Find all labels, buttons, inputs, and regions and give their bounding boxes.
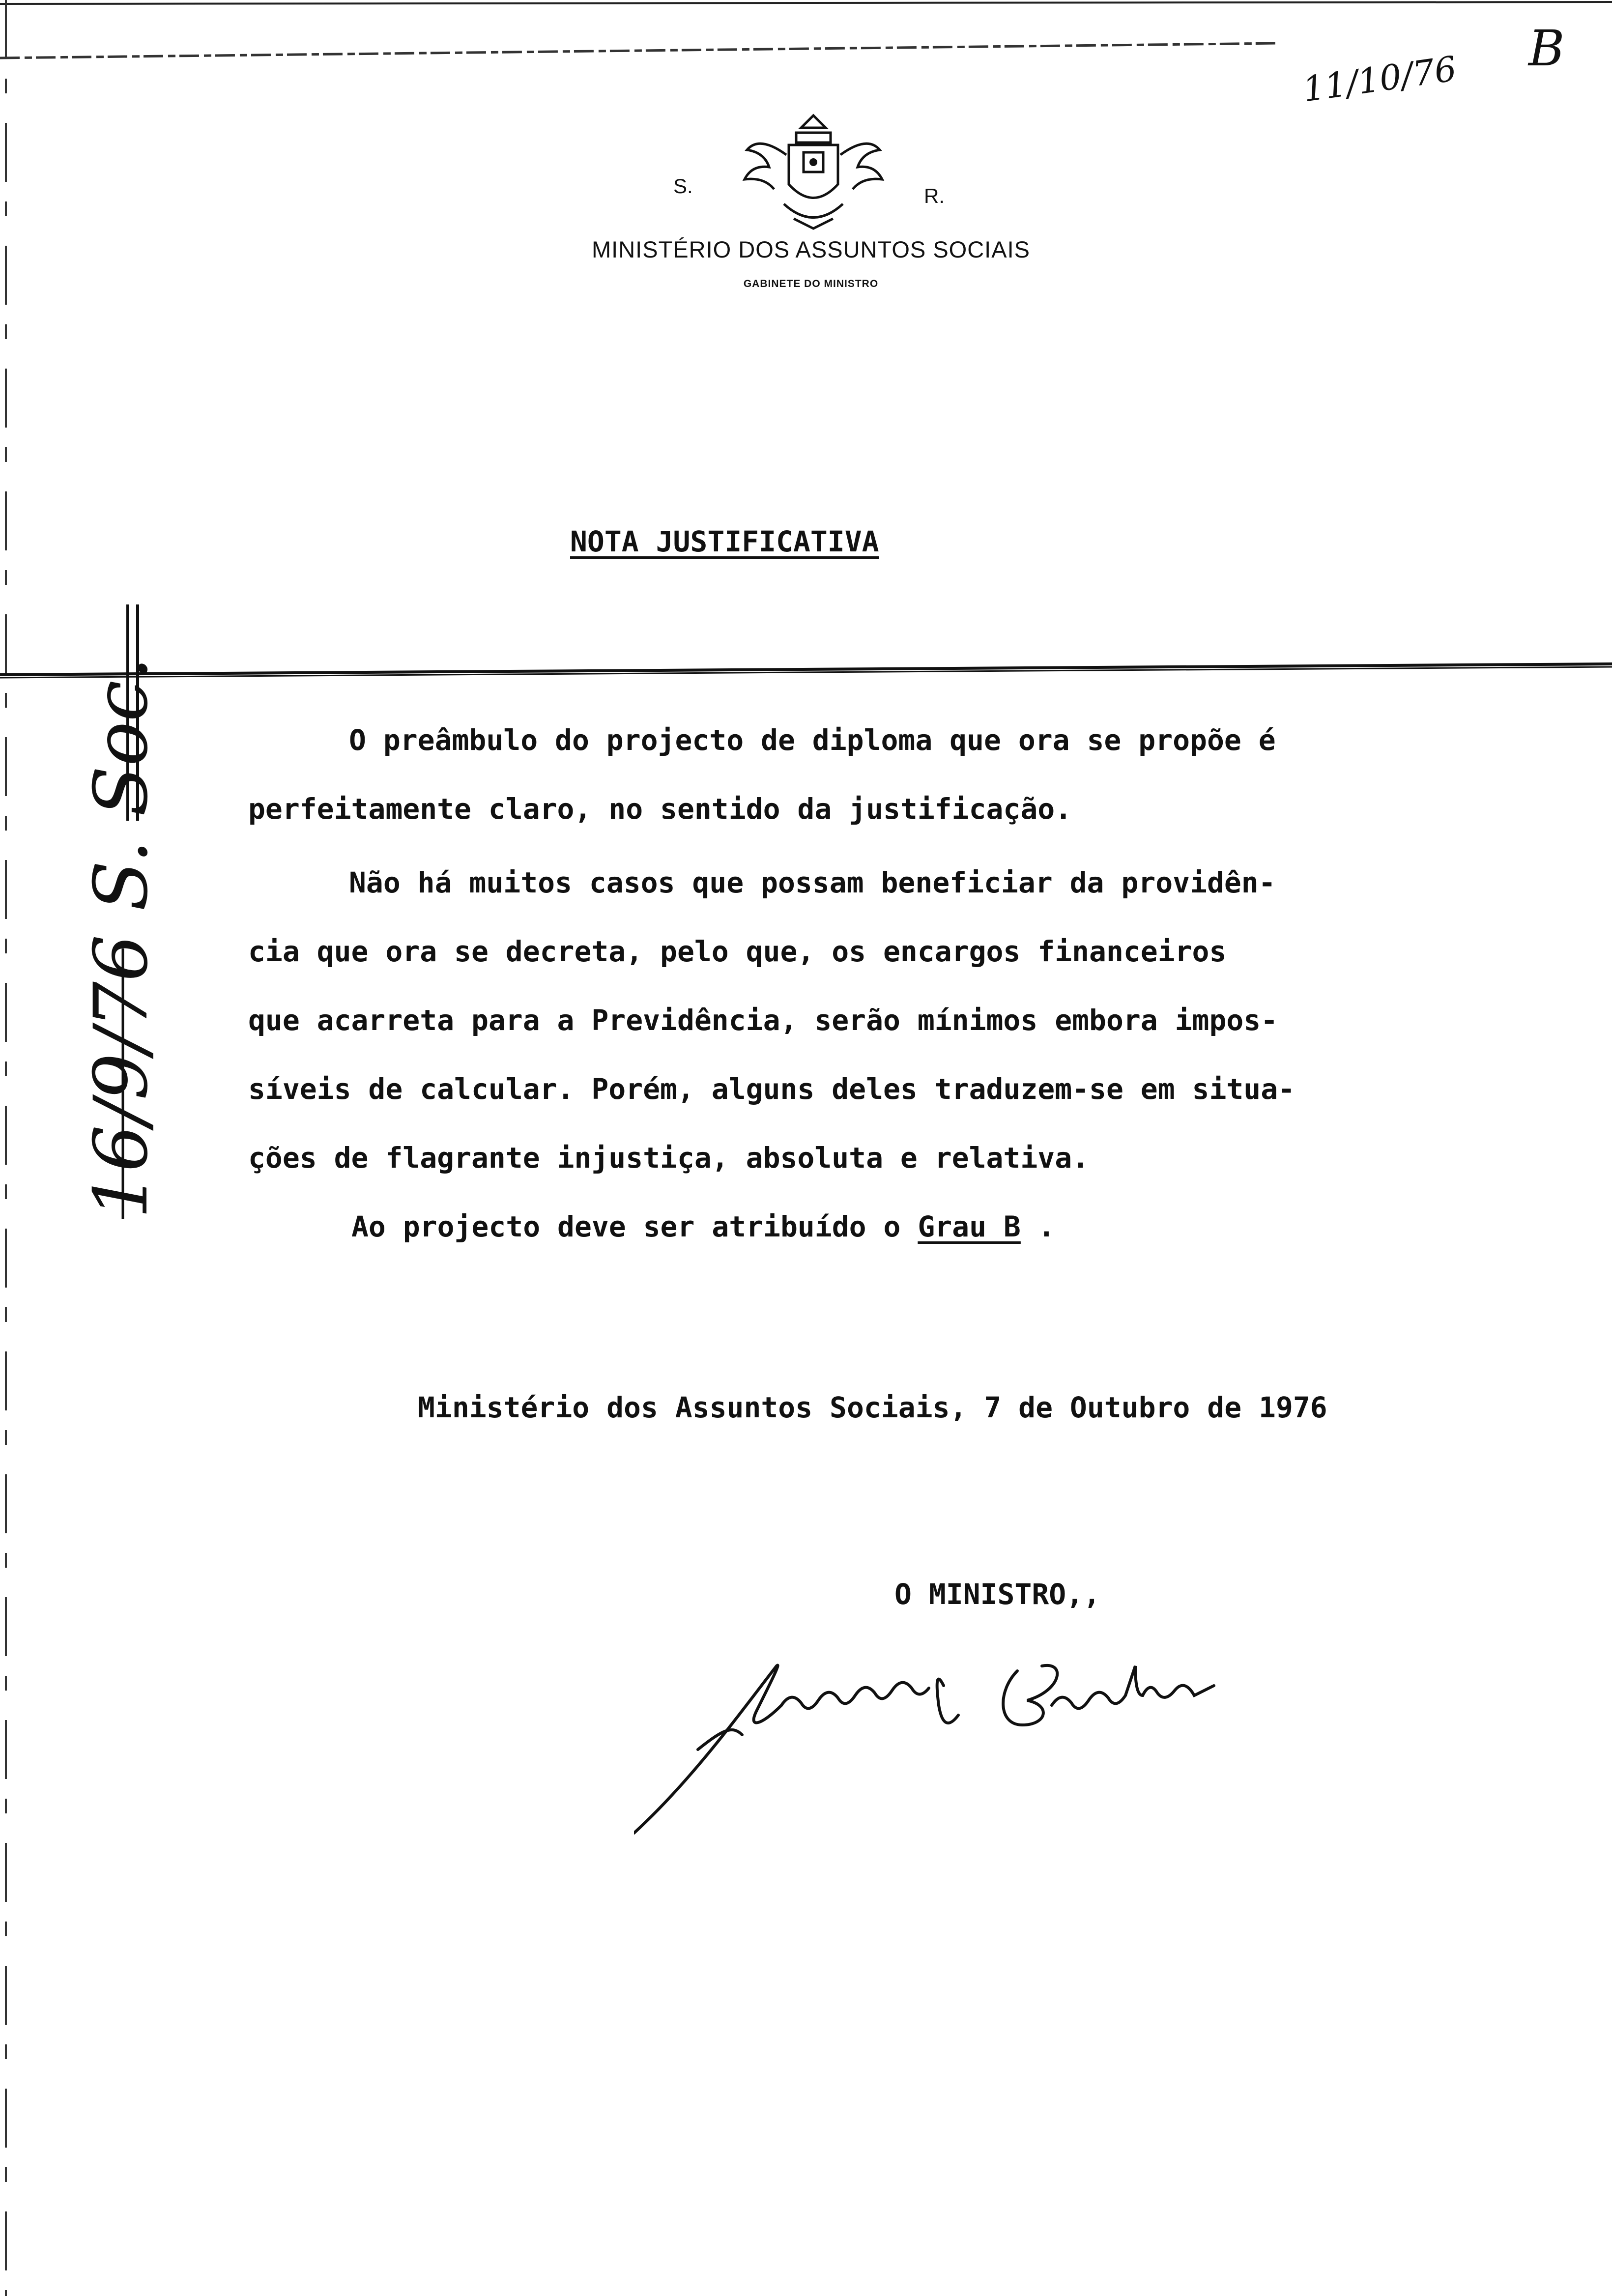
handwritten-date: 11/10/76 bbox=[1300, 48, 1459, 110]
coat-of-arms-icon bbox=[740, 106, 887, 238]
scan-top-edge bbox=[0, 0, 1612, 64]
place-and-date: Ministério dos Assuntos Sociais, 7 de Outubro de 1976 bbox=[418, 1391, 1327, 1424]
paragraph-line: ções de flagrante injustiça, absoluta e relativa. bbox=[248, 1141, 1090, 1175]
paragraph-line: síveis de calcular. Porém, alguns deles traduzem-se em situa- bbox=[248, 1072, 1295, 1106]
letterhead-letter-s: S. bbox=[673, 174, 693, 198]
document-title: NOTA JUSTIFICATIVA bbox=[570, 525, 879, 558]
paragraph-line: que acarreta para a Previdência, serão mínimos embora impos- bbox=[248, 1004, 1278, 1037]
signatory-title: O MINISTRO,, bbox=[894, 1578, 1101, 1611]
grade-prefix: Ao projecto deve ser atribuído o bbox=[351, 1210, 918, 1243]
paragraph-line: perfeitamente claro, no sentido da justificação. bbox=[248, 792, 1072, 826]
cabinet-name: GABINETE DO MINISTRO bbox=[743, 278, 879, 289]
scan-horizontal-rule bbox=[0, 661, 1612, 681]
ministry-name: MINISTÉRIO DOS ASSUNTOS SOCIAIS bbox=[592, 236, 1030, 262]
letterhead-letter-r: R. bbox=[924, 184, 945, 207]
grade-suffix: . bbox=[1020, 1210, 1055, 1243]
grade-line bbox=[351, 1210, 1055, 1243]
paragraph-line: Não há muitos casos que possam beneficiar da providên- bbox=[349, 866, 1276, 899]
margin-annotation: 16/9/76 S. Soc. bbox=[79, 657, 164, 1219]
signature-image bbox=[634, 1651, 1381, 1838]
handwritten-mark: B bbox=[1528, 20, 1565, 77]
grade-label: Grau B bbox=[918, 1210, 1021, 1243]
paragraph-line: O preâmbulo do projecto de diploma que ora se propõe é bbox=[349, 723, 1276, 757]
scan-left-edge bbox=[0, 0, 20, 2296]
paragraph-line: cia que ora se decreta, pelo que, os encargos financeiros bbox=[248, 935, 1227, 968]
